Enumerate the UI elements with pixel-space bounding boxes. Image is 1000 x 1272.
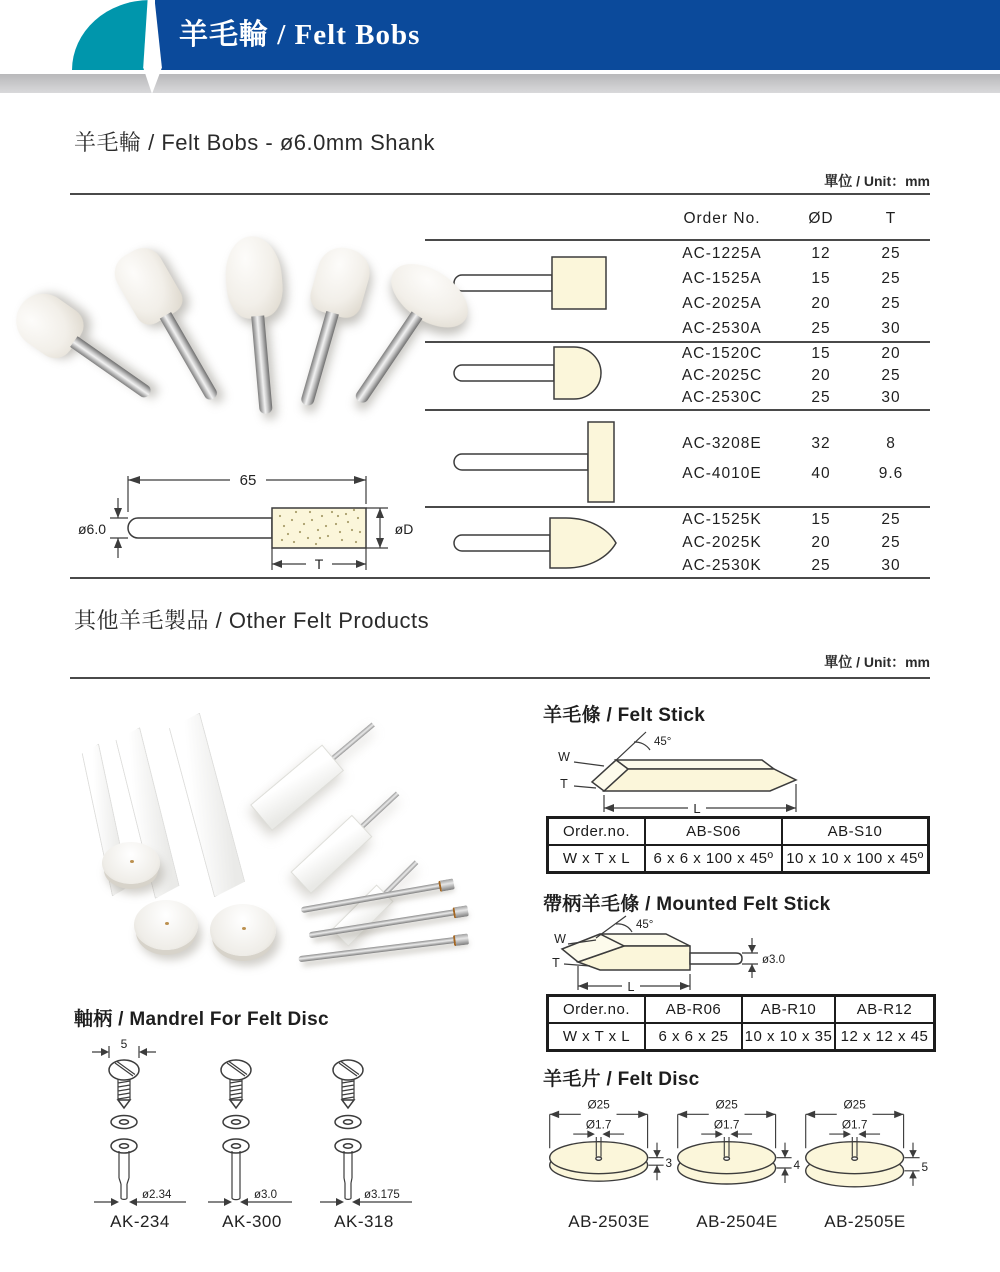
disc-center-hole [130, 860, 134, 863]
value-t: 30 [881, 389, 901, 406]
table-cell: AB-S06 [645, 818, 782, 845]
value-t: 20 [881, 345, 901, 362]
table-cell: AB-R06 [645, 996, 742, 1023]
mandrel-drawing-1 [84, 1038, 196, 1206]
section-felt-bobs-title: 羊毛輪 / Felt Bobs - ø6.0mm Shank [74, 130, 435, 155]
metal-shank [251, 315, 272, 414]
product-label: AB-2504E [696, 1212, 778, 1231]
dim-hole-diameter: Ø1.7 [585, 1118, 612, 1132]
table-cell: Order.no. [548, 996, 645, 1023]
felt-stick-table [546, 816, 930, 874]
dim-overall-length: 65 [239, 472, 257, 489]
product-label: AK-318 [334, 1212, 394, 1231]
page-title: 羊毛輪 / Felt Bobs [179, 19, 421, 51]
order-no: AC-4010E [682, 464, 762, 482]
dim-disc-diameter: Ø25 [587, 1098, 610, 1112]
table-cell: AB-S10 [782, 818, 928, 845]
mandrel-photo-item [298, 936, 465, 962]
value-d: 20 [811, 294, 831, 312]
felt-products-photo [62, 688, 532, 988]
dim-head-thickness: T [314, 556, 324, 572]
dim-width: W [558, 750, 570, 764]
value-d: 25 [811, 389, 831, 406]
dim-shaft-diameter: ø3.175 [364, 1189, 400, 1201]
value-t: 25 [881, 533, 901, 551]
felt-body [250, 744, 344, 830]
metal-shank [360, 791, 399, 827]
felt-stick-photo-item [167, 713, 247, 898]
metal-shank [159, 312, 218, 402]
value-t: 25 [881, 244, 901, 262]
dim-shank-diameter: ø6.0 [77, 521, 107, 537]
product-label: AK-234 [110, 1212, 170, 1231]
table-cell: Order.no. [548, 818, 645, 845]
dim-disc-diameter: Ø25 [843, 1098, 866, 1112]
mandrel-drawing-2 [196, 1038, 308, 1206]
mandrel-photo-item [309, 908, 466, 939]
product-label: AB-2505E [824, 1212, 906, 1231]
unit-label-2: 單位 / Unit：mm [824, 654, 930, 670]
order-no: AC-2025K [682, 533, 762, 551]
dim-disc-diameter: Ø25 [715, 1098, 738, 1112]
mounted-felt-stick-table [546, 994, 936, 1052]
value-d: 15 [811, 510, 831, 528]
value-t: 25 [881, 269, 901, 287]
order-no: AC-1520C [681, 345, 763, 362]
table-cell: AB-R12 [835, 996, 934, 1023]
shape-glyph-wheel-icon [450, 420, 625, 504]
felt-disc-drawing-1 [545, 1096, 673, 1208]
value-d: 25 [811, 319, 831, 337]
mandrel-title: 軸柄 / Mandrel For Felt Disc [74, 1009, 329, 1030]
dim-length: L [693, 801, 701, 816]
metal-shank [353, 311, 422, 404]
felt-disc-photo-item [210, 904, 276, 956]
value-t: 9.6 [878, 464, 904, 482]
header-banner [155, 0, 1000, 70]
value-t: 25 [881, 367, 901, 384]
felt-bob-dimension-drawing [70, 446, 420, 584]
rule-section-2 [70, 677, 930, 679]
disc-center-hole [242, 927, 246, 930]
table-cell: 12 x 12 x 45 [835, 1023, 934, 1050]
order-no: AC-2025C [681, 367, 763, 384]
felt-body [291, 815, 373, 894]
shape-glyph-dome-icon [450, 345, 625, 401]
value-d: 15 [811, 269, 831, 287]
value-d: 32 [811, 434, 831, 452]
section-other-products-title: 其他羊毛製品 / Other Felt Products [74, 608, 430, 633]
dim-head-diameter: øD [394, 521, 414, 537]
value-t: 25 [881, 510, 901, 528]
dim-length: L [627, 980, 635, 994]
dim-shank-diameter: ø3.0 [762, 954, 786, 966]
product-label: AB-2503E [568, 1212, 650, 1231]
collet-head [452, 905, 469, 918]
felt-head [222, 234, 285, 321]
dim-disc-thickness: 3 [665, 1157, 673, 1171]
table-cell: 6 x 6 x 100 x 45º [645, 845, 782, 872]
value-d: 40 [811, 464, 831, 482]
table-cell: 10 x 10 x 35 [742, 1023, 835, 1050]
table-cell: 10 x 10 x 100 x 45º [782, 845, 928, 872]
col-header-thickness: T [885, 210, 897, 227]
col-header-order-no: Order No. [683, 210, 761, 227]
value-d: 12 [811, 244, 831, 262]
felt-disc-drawing-3 [801, 1096, 929, 1208]
collet-head [438, 878, 455, 891]
value-d: 20 [811, 367, 831, 384]
shape-glyph-bullet-icon [450, 516, 625, 570]
value-t: 8 [886, 434, 896, 452]
felt-disc-title: 羊毛片 / Felt Disc [543, 1069, 700, 1090]
felt-head [107, 241, 187, 330]
value-t: 30 [881, 319, 901, 337]
order-no: AC-2530A [682, 319, 762, 337]
value-t: 30 [881, 556, 901, 574]
dim-width: W [554, 932, 566, 946]
value-d: 20 [811, 533, 831, 551]
spec-table-header [425, 199, 930, 239]
metal-shank [70, 337, 153, 400]
table-cell: W x T x L [548, 845, 645, 872]
order-no: AC-1525K [682, 510, 762, 528]
order-no: AC-2530C [681, 389, 763, 406]
shape-glyph-cylinder-icon [450, 253, 625, 313]
product-label: AK-300 [222, 1212, 282, 1231]
metal-shank [331, 722, 374, 759]
dim-angle: 45° [636, 919, 654, 931]
felt-stick-drawing [548, 730, 818, 822]
felt-head [307, 242, 376, 322]
dim-disc-thickness: 4 [793, 1158, 801, 1172]
felt-disc-photo-item [102, 842, 160, 884]
disc-center-hole [165, 922, 169, 925]
mandrel-drawing-3 [308, 1038, 420, 1206]
table-row [425, 316, 930, 341]
value-t: 25 [881, 294, 901, 312]
order-no: AC-1525A [682, 269, 762, 287]
dim-hole-diameter: Ø1.7 [841, 1118, 868, 1132]
order-no: AC-2530K [682, 556, 762, 574]
felt-disc-photo-item [134, 900, 198, 950]
dim-angle: 45° [654, 736, 672, 748]
rule-top [70, 193, 930, 195]
felt-disc-drawing-2 [673, 1096, 801, 1208]
dim-disc-thickness: 5 [921, 1160, 929, 1174]
dim-hole-diameter: Ø1.7 [713, 1118, 740, 1132]
mounted-felt-stick-title: 帶柄羊毛條 / Mounted Felt Stick [543, 894, 831, 915]
order-no: AC-2025A [682, 294, 762, 312]
order-no: AC-1225A [682, 244, 762, 262]
dim-thickness: T [552, 956, 560, 970]
col-header-diameter: ØD [808, 210, 834, 227]
dim-head-width: 5 [120, 1037, 128, 1051]
mounted-felt-stick-drawing [548, 914, 848, 998]
felt-stick-title: 羊毛條 / Felt Stick [543, 705, 706, 726]
value-d: 15 [811, 345, 831, 362]
dim-shaft-diameter: ø2.34 [142, 1189, 172, 1201]
dim-shaft-diameter: ø3.0 [254, 1189, 278, 1201]
table-cell: W x T x L [548, 1023, 645, 1050]
table-cell: AB-R10 [742, 996, 835, 1023]
order-no: AC-3208E [682, 434, 762, 452]
table-cell: 6 x 6 x 25 [645, 1023, 742, 1050]
collet-head [453, 933, 469, 946]
dim-thickness: T [560, 777, 568, 791]
unit-label-1: 單位 / Unit：mm [824, 173, 930, 189]
value-d: 25 [811, 556, 831, 574]
felt-bobs-photo [62, 236, 427, 441]
metal-shank [299, 311, 338, 407]
